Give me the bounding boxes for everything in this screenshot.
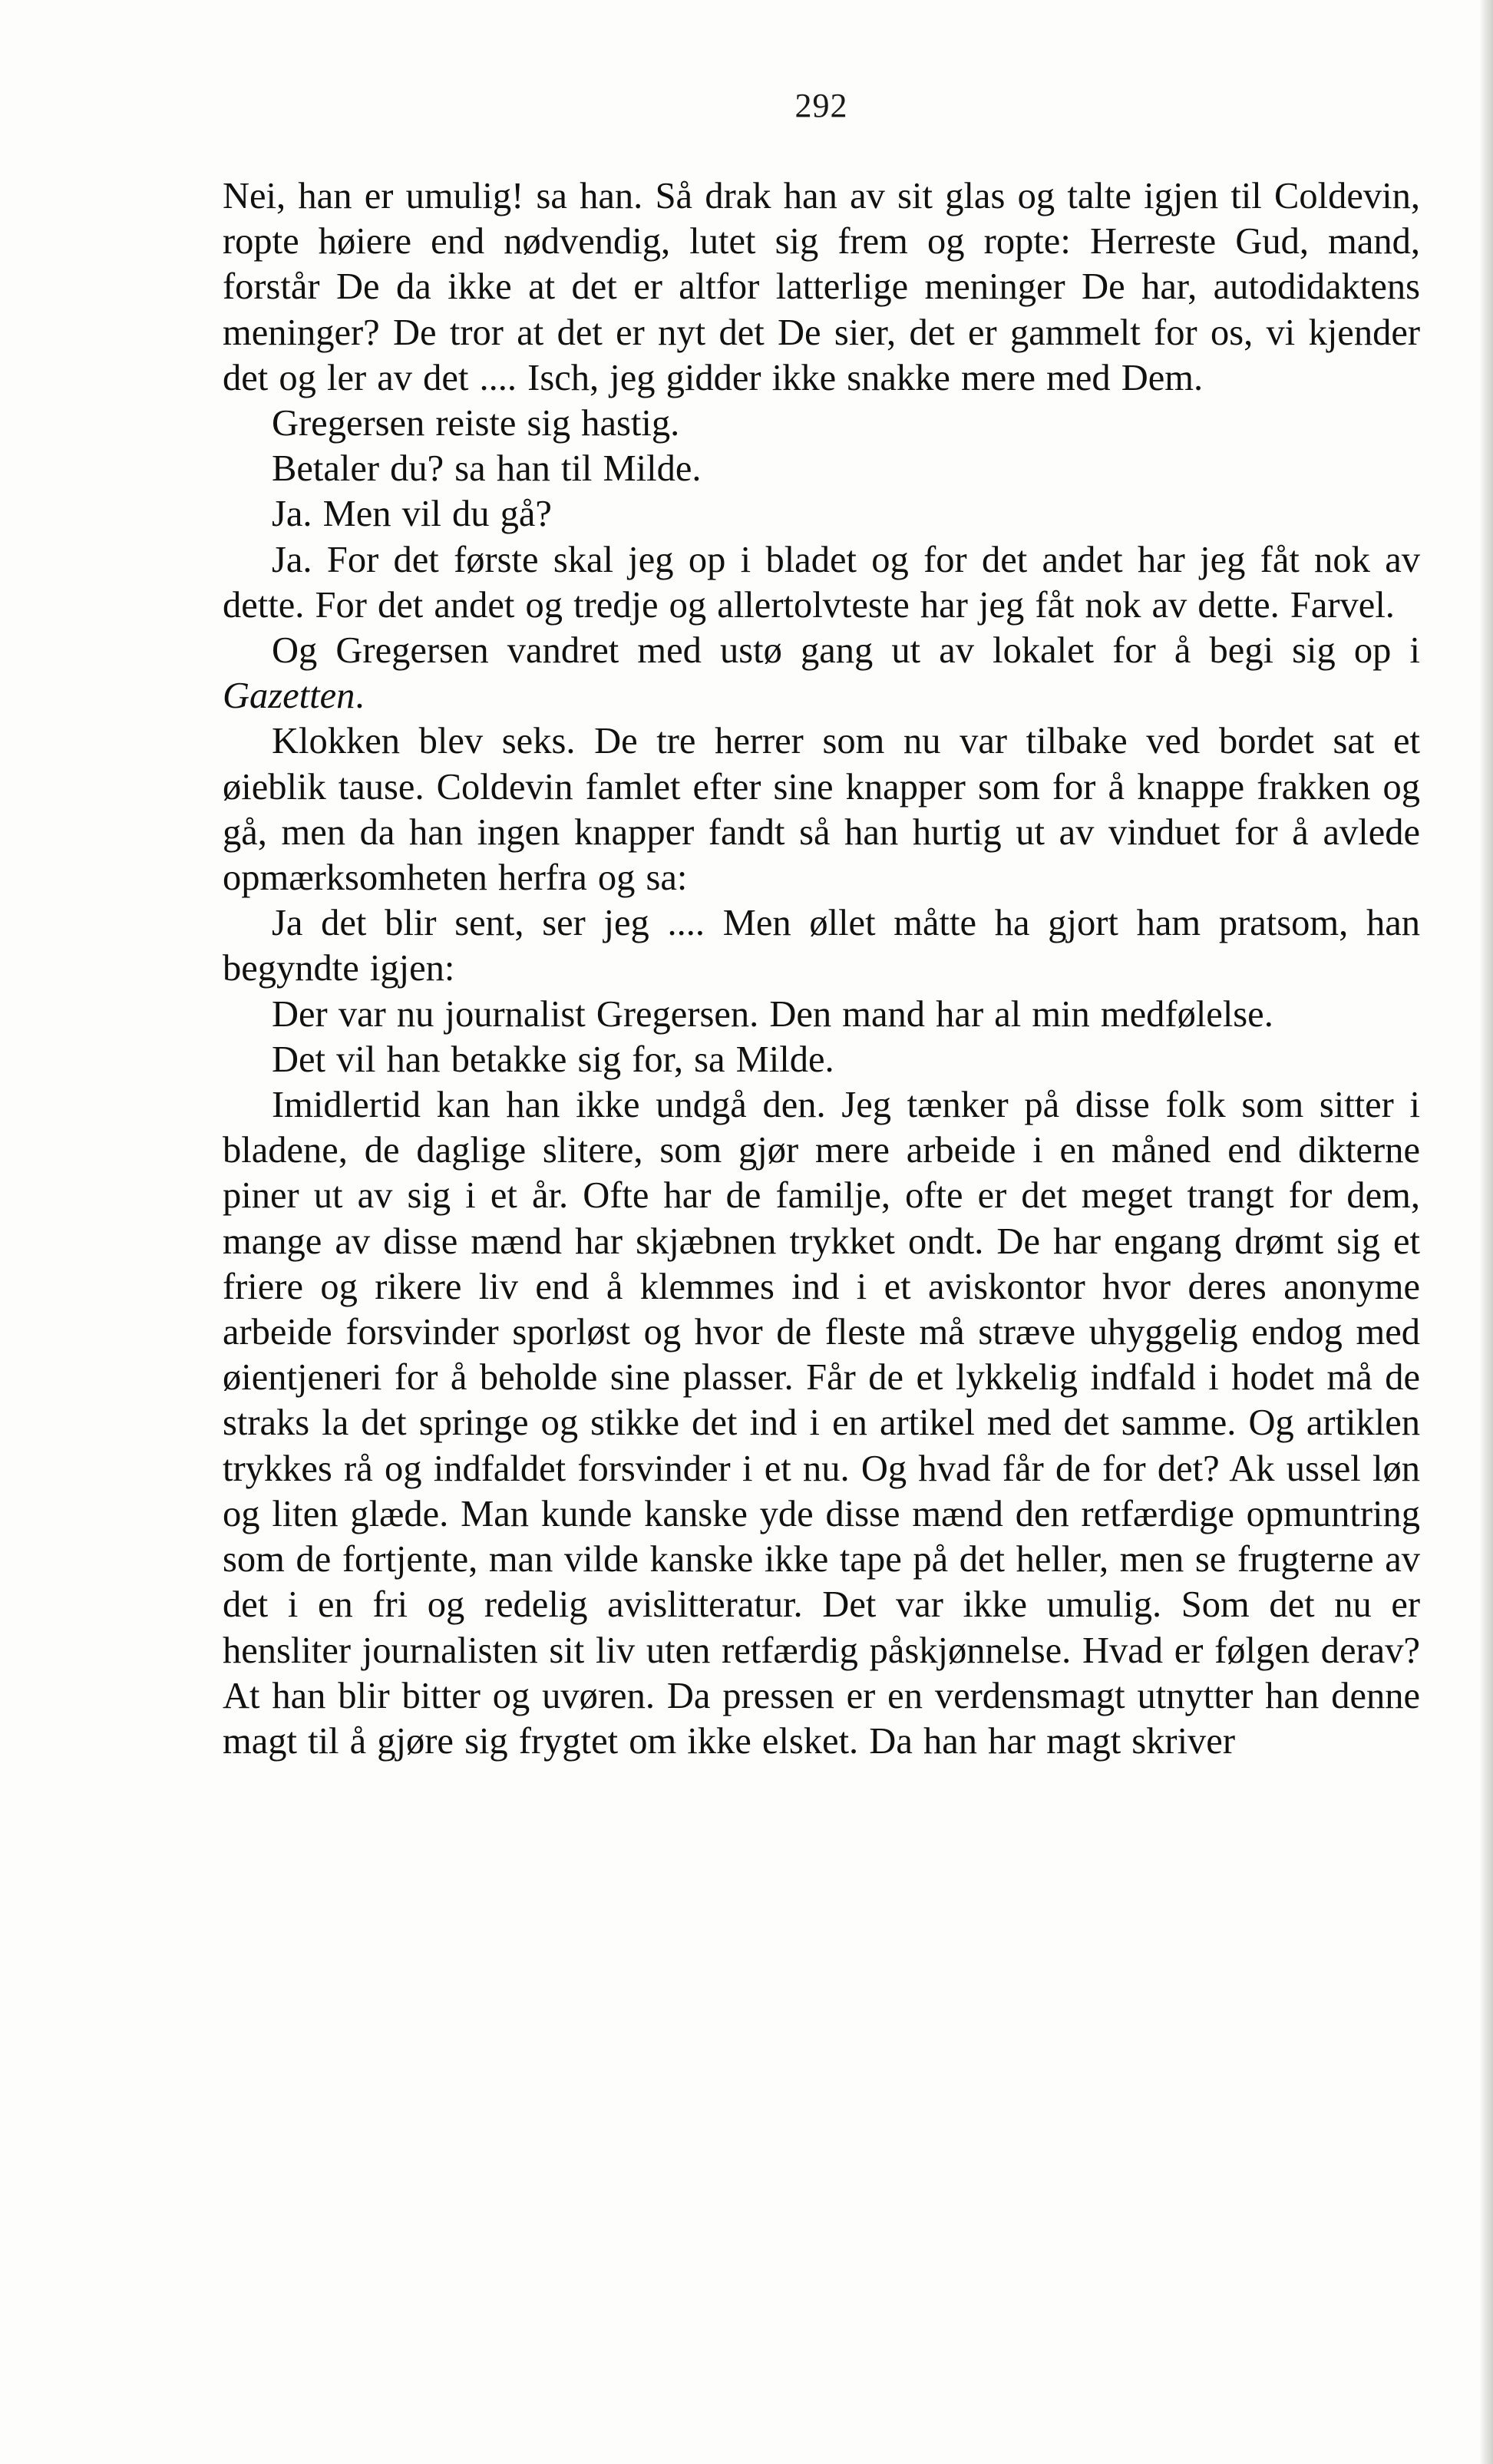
paragraph-9: Der var nu journalist Gregersen. Den mand har al min medfølelse. — [272, 993, 1273, 1035]
paragraph-8: Ja det blir sent, ser jeg .... Men øllet måtte ha gjort ham pratsom, han begyndte igjen: — [223, 903, 1420, 989]
paragraph-5: Ja. For det første skal jeg op i bladet og for det andet har jeg fåt nok av dette. For det andet og tredje og allertolvteste har jeg fåt nok av dette. Farvel. — [223, 539, 1420, 626]
newspaper-title: Gazetten — [223, 675, 355, 717]
paragraph-7: Klokken blev seks. De tre herrer som nu var tilbake ved bordet sat et øieblik tause. Coldevin famlet efter sine knapper som for å knappe frakken og gå, men da han ingen knapper fandt så han hurtig ut av vinduet for å avlede opmærksomheten herfra og sa: — [223, 721, 1420, 899]
paragraph-4: Ja. Men vil du gå? — [272, 494, 552, 535]
paragraph-10: Det vil han betakke sig for, sa Milde. — [272, 1039, 834, 1080]
paragraph-6-text: Og Gregersen vandret med ustø gang ut av lokalet for å begi sig op i — [272, 630, 1420, 672]
paragraph-11: Imidlertid kan han ikke undgå den. Jeg tænker på disse folk som sitter i bladene, de daglige slitere, som gjør mere arbeide i en måned end dikterne piner ut av sig i et år. Ofte har de familje, ofte er det meget trangt for dem, mange av disse mænd har skjæbnen trykket ondt. De har engang drømt sig et friere og rikere liv end å klemmes ind i et aviskontor hvor deres anonyme arbeide forsvinder sporløst og hvor de fleste må stræve uhyggelig endog med øientjeneri for å beholde sine plasser. Får de et lykkelig indfald i hodet må de straks la det springe og stikke det ind i en artikel med det samme. Og artiklen trykkes rå og indfaldet forsvinder i et nu. Og hvad får de for det? Ak ussel løn og liten glæde. Man kunde kanske yde disse mænd den retfærdige opmuntring som de fortjente, man vilde kanske ikke tape på det heller, men se frugterne av det i en fri og redelig avislitteratur. Det var ikke umulig. Som det nu er hensliter journalisten sit liv uten retfærdig påskjønnelse. Hvad er følgen derav? At han blir bitter og uvøren. Da pressen er en verdensmagt utnytter han denne magt til å gjøre sig frygtet om ikke elsket. Da han har magt skriver — [223, 1085, 1420, 1762]
paragraph-3: Betaler du? sa han til Milde. — [272, 448, 702, 490]
body-text — [223, 173, 1420, 1764]
paragraph-6-end: . — [355, 675, 365, 717]
paragraph-1: Nei, han er umulig! sa han. Så drak han av sit glas og talte igjen til Coldevin, ropte høiere end nødvendig, lutet sig frem og ropte: Herreste Gud, mand, forstår De da ikke at det er altfor latterlige meninger De har, autodidaktens meninger? De tror at det er nyt det De sier, det er gammelt for os, vi kjender det og ler av det .... Isch, jeg gidder ikke snakke mere med Dem. — [223, 176, 1420, 398]
paragraph-6 — [223, 628, 1420, 718]
page-edge-shadow — [1479, 0, 1493, 2464]
page-number: 292 — [794, 87, 848, 124]
paragraph-2: Gregersen reiste sig hastig. — [272, 403, 680, 444]
